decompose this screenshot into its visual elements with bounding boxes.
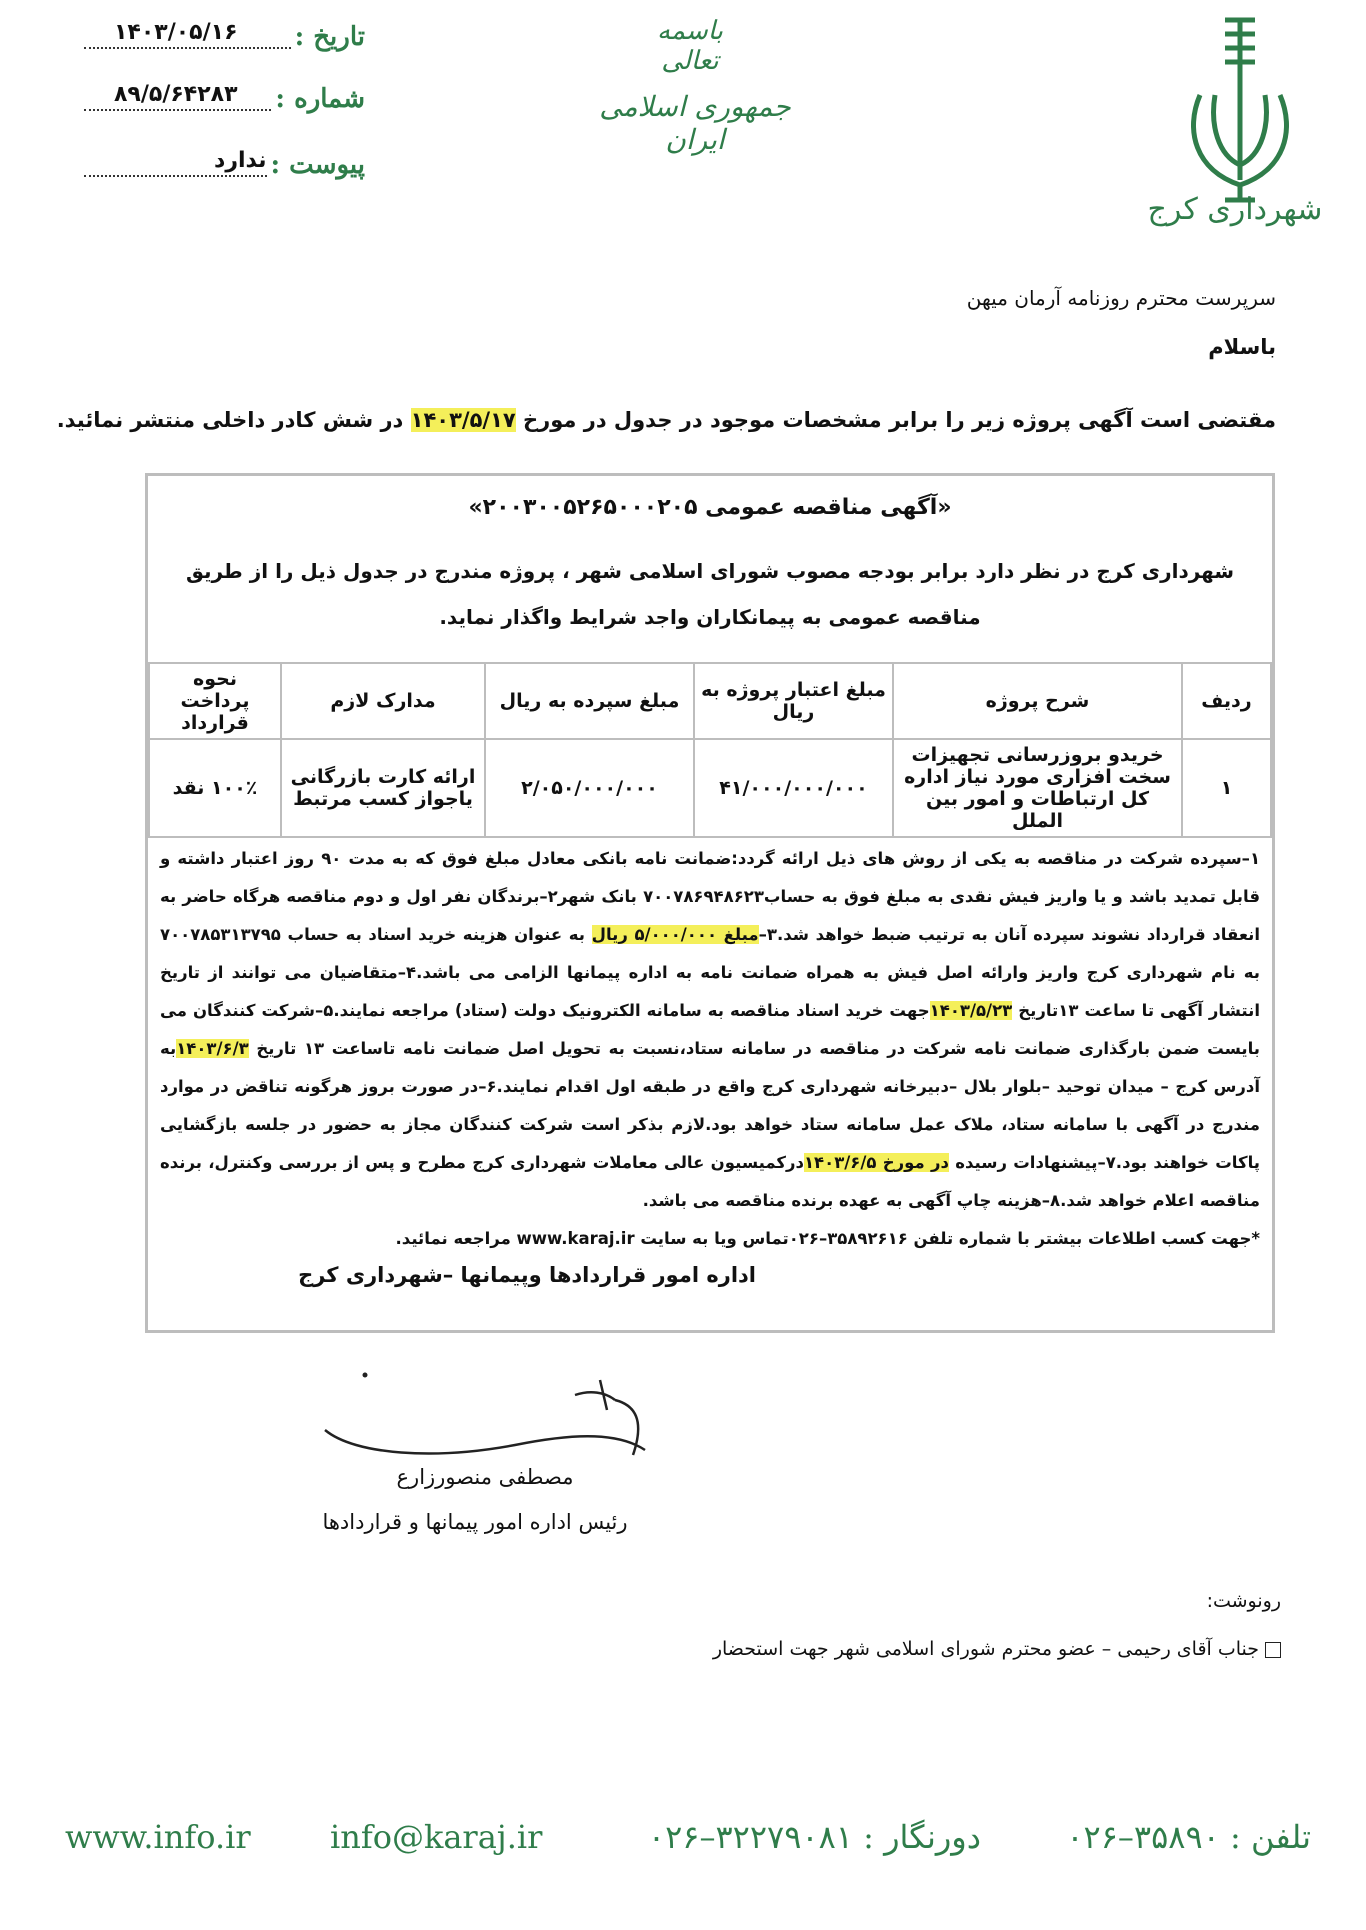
tender-table [148,662,1272,838]
col-credit: مبلغ اعتبار پروژه به ریال [694,663,893,739]
table-row [149,739,1271,837]
advertisement-intro: شهرداری کرج در نظر دارد برابر بودجه مصوب شورای اسلامی شهر ، پروژه مندرج در جدول ذیل را از طریق مناقصه عمومی به پیمانکاران واجد شرایط واگذار نماید. [185,559,1235,629]
republic-title: جمهوری اسلامی ایران [599,90,791,156]
footer-phone: تلفن : ۳۵۸۹۰–۰۲۶ [1066,1818,1311,1856]
signer-title: رئیس اداره امور پیمانها و قراردادها [322,1510,628,1534]
attachment-label: پیوست : [270,150,365,180]
table-header-row [149,663,1271,739]
cell-credit: ۴۱/۰۰۰/۰۰۰/۰۰۰ [694,739,893,837]
col-row: ردیف [1182,663,1271,739]
signer-name: مصطفی منصورزارع [396,1465,574,1489]
opening-date: در مورخ ۱۴۰۳/۶/۵ [803,1153,949,1172]
col-deposit: مبلغ سپرده به ریال [485,663,694,739]
footer-email: info@karaj.ir [330,1818,543,1856]
document-fee: مبلغ ۵/۰۰۰/۰۰۰ ریال [591,925,759,944]
number-value: ۸۹/۵/۶۴۲۸۳ [114,82,238,107]
guarantee-deadline: ۱۴۰۳/۶/۳ [176,1039,249,1058]
issuing-office: اداره امور قراردادها وپیمانها –شهرداری کرج [298,1263,756,1287]
date-field [80,22,365,52]
date-label: تاریخ : [294,22,365,52]
col-description: شرح پروژه [893,663,1182,739]
contact-line: *جهت کسب اطلاعات بیشتر با شماره تلفن ۳۵۸۹۲۶۱۶–۰۲۶تماس ویا به سایت www.karaj.ir مراجعه نمائید. [395,1229,1260,1248]
publish-date: ۱۴۰۳/۵/۱۷ [410,408,516,432]
number-field [80,84,365,114]
cell-documents: ارائه کارت بازرگانی یاجواز کسب مرتبط [281,739,485,837]
cell-payment: ۱۰۰٪ نقد [149,739,281,837]
attachment-value: ندارد [214,148,267,173]
cc-label: رونوشت: [1206,1590,1281,1612]
tender-conditions: ۱–سپرده شرکت در مناقصه به یکی از روش های ذیل ارائه گردد:ضمانت نامه بانکی معادل مبلغ فوق که به مدت ۹۰ روز اعتبار داشته و قابل تمدید باشد و یا واریز فیش نقدی به مبلغ فوق به حساب۷۰۰۷۸۶۹۴۸۶۲۳ بانک شهر۲–برندگان نفر اول و دوم مناقصه هرگاه حاضر به انعقاد قرارداد نشوند سپرده آنان به ترتیب ضبط خواهد شد.۳–مبلغ ۵/۰۰۰/۰۰۰ ریال به عنوان هزینه خرید اسناد به حساب ۷۰۰۷۸۵۳۱۳۷۹۵ به نام شهرداری کرج واریز وارائه اصل فیش به همراه ضمانت نامه به اداره پیمانها الزامی می باشد.۴–متقاضیان می توانند از تاریخ انتشار آگهی تا ساعت ۱۳تاریخ ۱۴۰۳/۵/۲۳جهت خرید اسناد مناقصه به سامانه الکترونیک دولت (ستاد) مراجعه نمایند.۵–شرکت کنندگان می بایست ضمن بارگذاری ضمانت نامه شرکت در مناقصه در سامانه ستاد،نسبت به تحویل اصل ضمانت نامه تاساعت ۱۳ تاریخ ۱۴۰۳/۶/۳به آدرس کرج – میدان توحید –بلوار بلال –دبیرخانه شهرداری کرج واقع در طبقه اول اقدام نمایند.۶–در صورت بروز هرگونه تناقض در موارد مندرج در آگهی با سامانه ستاد، ملاک عمل سامانه ستاد خواهد بود.لازم بذکر است شرکت کنندگان مجاز به حضور در جلسه بازگشایی پاکات خواهند بود.۷–پیشنهادات رسیده در مورخ ۱۴۰۳/۶/۵درکمیسیون عالی معاملات شهرداری کرج مطرح و پس از بررسی وکنترل، برنده مناقصه اعلام خواهد شد.۸–هزینه چاپ آگهی به عهده برنده مناقصه می باشد. *جهت کسب اطلاعات بیشتر با شماره تلفن ۳۵۸۹۲۶۱۶–۰۲۶تماس ویا به سایت www.karaj.ir مراجعه نمائید. [160,849,1261,1248]
footer-contacts [0,1818,1366,1868]
bismillah-calligraphy: باسمه تعالی [657,16,723,76]
cell-description: خریدو بروزرسانی تجهیزات سخت افزاری مورد نیاز اداره کل ارتباطات و امور بین الملل [893,739,1182,837]
handwritten-signature-icon [315,1360,655,1470]
checkbox-icon [1265,1642,1281,1658]
advertisement-title: «آگهی مناقصه عمومی ۲۰۰۳۰۰۵۲۶۵۰۰۰۲۰۵» [468,495,952,520]
document-deadline: ۱۴۰۳/۵/۲۳ [929,1001,1013,1020]
col-payment: نحوه پرداخت قرارداد [149,663,281,739]
date-value: ۱۴۰۳/۰۵/۱۶ [114,20,238,45]
intro-paragraph: مقتضی است آگهی پروژه زیر را برابر مشخصات موجود در جدول در مورخ ۱۴۰۳/۵/۱۷ در شش کادر داخلی منتشر نمائید. [56,408,1276,432]
col-documents: مدارک لازم [281,663,485,739]
number-label: شماره : [275,84,365,114]
municipality-name: شهرداری کرج [1147,192,1323,227]
recipient-line: سرپرست محترم روزنامه آرمان میهن [966,286,1276,310]
cc-item: جناب آقای رحیمی – عضو محترم شورای اسلامی شهر جهت استحضار [713,1638,1281,1660]
greeting: باسلام [1208,335,1276,359]
attachment-field [80,150,365,180]
footer-website: www.info.ir [65,1818,251,1856]
cell-row: ۱ [1182,739,1271,837]
cell-deposit: ۲/۰۵۰/۰۰۰/۰۰۰ [485,739,694,837]
footer-fax: دورنگار : ۳۲۲۷۹۰۸۱–۰۲۶ [647,1818,981,1856]
